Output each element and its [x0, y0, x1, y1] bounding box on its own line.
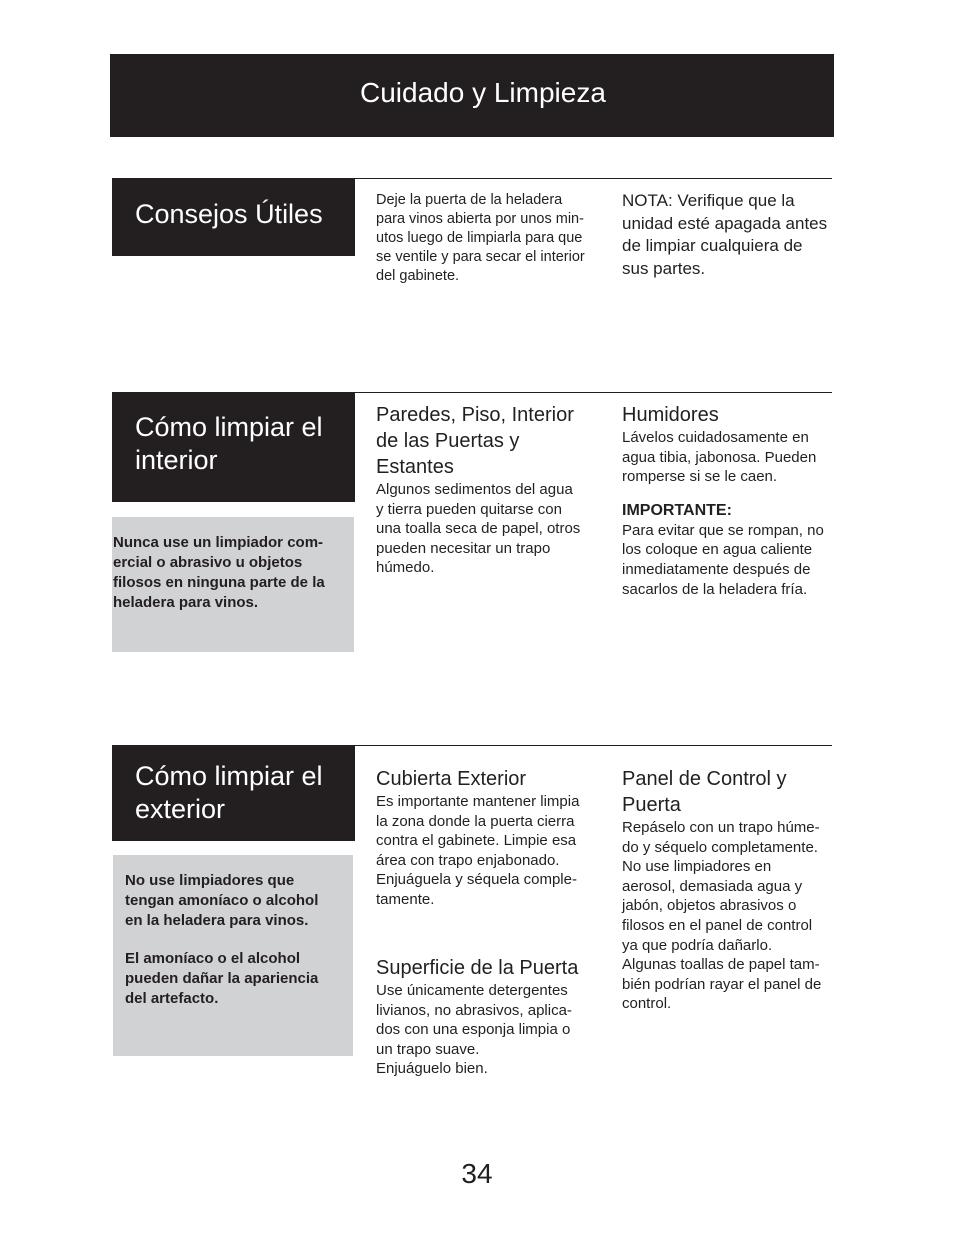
interior-warning-text: Nunca use un limpiador com- ercial o abrasivo u objetos filosos en ninguna parte de la heladera para vinos. [113, 534, 325, 611]
cubierta-body: Es importante mantener limpia la zona donde la puerta cierra contra el gabinete. Limpie esa área con trapo enjabonado. Enjuáguela y séquela comple- tamente. [376, 793, 580, 908]
section-divider-exterior [355, 745, 832, 746]
section-title-exterior: Cómo limpiar el exterior [135, 761, 323, 824]
cubierta-heading: Cubierta Exterior [376, 768, 527, 790]
humidores-important-label: IMPORTANTE: [622, 501, 732, 519]
section-divider-consejos [355, 178, 832, 179]
section-tab-interior [112, 392, 355, 502]
exterior-warning-box [113, 855, 353, 1056]
panel-body: Repáselo con un trapo húme- do y séquelo completamente. No use limpiadores en aerosol, demasiada agua y jabón, objetos abrasivos o filosos en el panel de control ya que podría dañarlo. Algunas toallas de papel tam- bién podrían rayar el panel de control. [622, 819, 822, 1013]
paredes-heading: Paredes, Piso, Interior de las Puertas y Estantes [376, 404, 574, 478]
exterior-panel [622, 766, 857, 1014]
section-tab-exterior [112, 745, 355, 841]
page-header-banner [110, 54, 834, 137]
paredes-body: Algunos sedimentos del agua y tierra pueden quitarse con una toalla seca de papel, otros pueden necesitar un trapo húmedo. [376, 481, 581, 577]
interior-warning-box [112, 517, 354, 652]
humidores-heading: Humidores [622, 404, 719, 426]
interior-humidores [622, 402, 857, 599]
interior-paredes [376, 402, 608, 578]
section-title-consejos: Consejos Útiles [135, 199, 323, 229]
consejos-body: Deje la puerta de la heladera para vinos abierta por unos min- utos luego de limpiarla para que se ventile y para secar el interior del gabinete. [376, 192, 585, 284]
section-divider-interior [355, 392, 832, 393]
consejos-nota: NOTA: Verifique que la unidad esté apagada antes de limpiar cualquiera de sus partes. [622, 191, 828, 278]
exterior-warning-text-1: No use limpiadores que tengan amoníaco o alcohol en la heladera para vinos. [125, 872, 319, 929]
superficie-heading: Superficie de la Puerta [376, 957, 579, 979]
section-tab-consejos [112, 178, 355, 256]
humidores-important-body: Para evitar que se rompan, no los coloque en agua caliente inmediatamente después de sacarlos de la heladera fría. [622, 521, 824, 598]
exterior-warning-text-2: El amoníaco o el alcohol pueden dañar la apariencia del artefacto. [125, 950, 319, 1007]
panel-heading: Panel de Control y Puerta [622, 768, 787, 816]
section-title-interior: Cómo limpiar el interior [135, 412, 323, 475]
humidores-body: Lávelos cuidadosamente en agua tibia, jabonosa. Pueden romperse si se le caen. [622, 429, 817, 486]
page-title: Cuidado y Limpieza [360, 77, 606, 108]
page-number: 34 [461, 1158, 493, 1189]
exterior-superficie [376, 955, 608, 1079]
exterior-cubierta [376, 766, 608, 910]
superficie-body: Use únicamente detergentes livianos, no abrasivos, aplica- dos con una esponja limpia o un trapo suave. Enjuáguelo bien. [376, 982, 572, 1078]
